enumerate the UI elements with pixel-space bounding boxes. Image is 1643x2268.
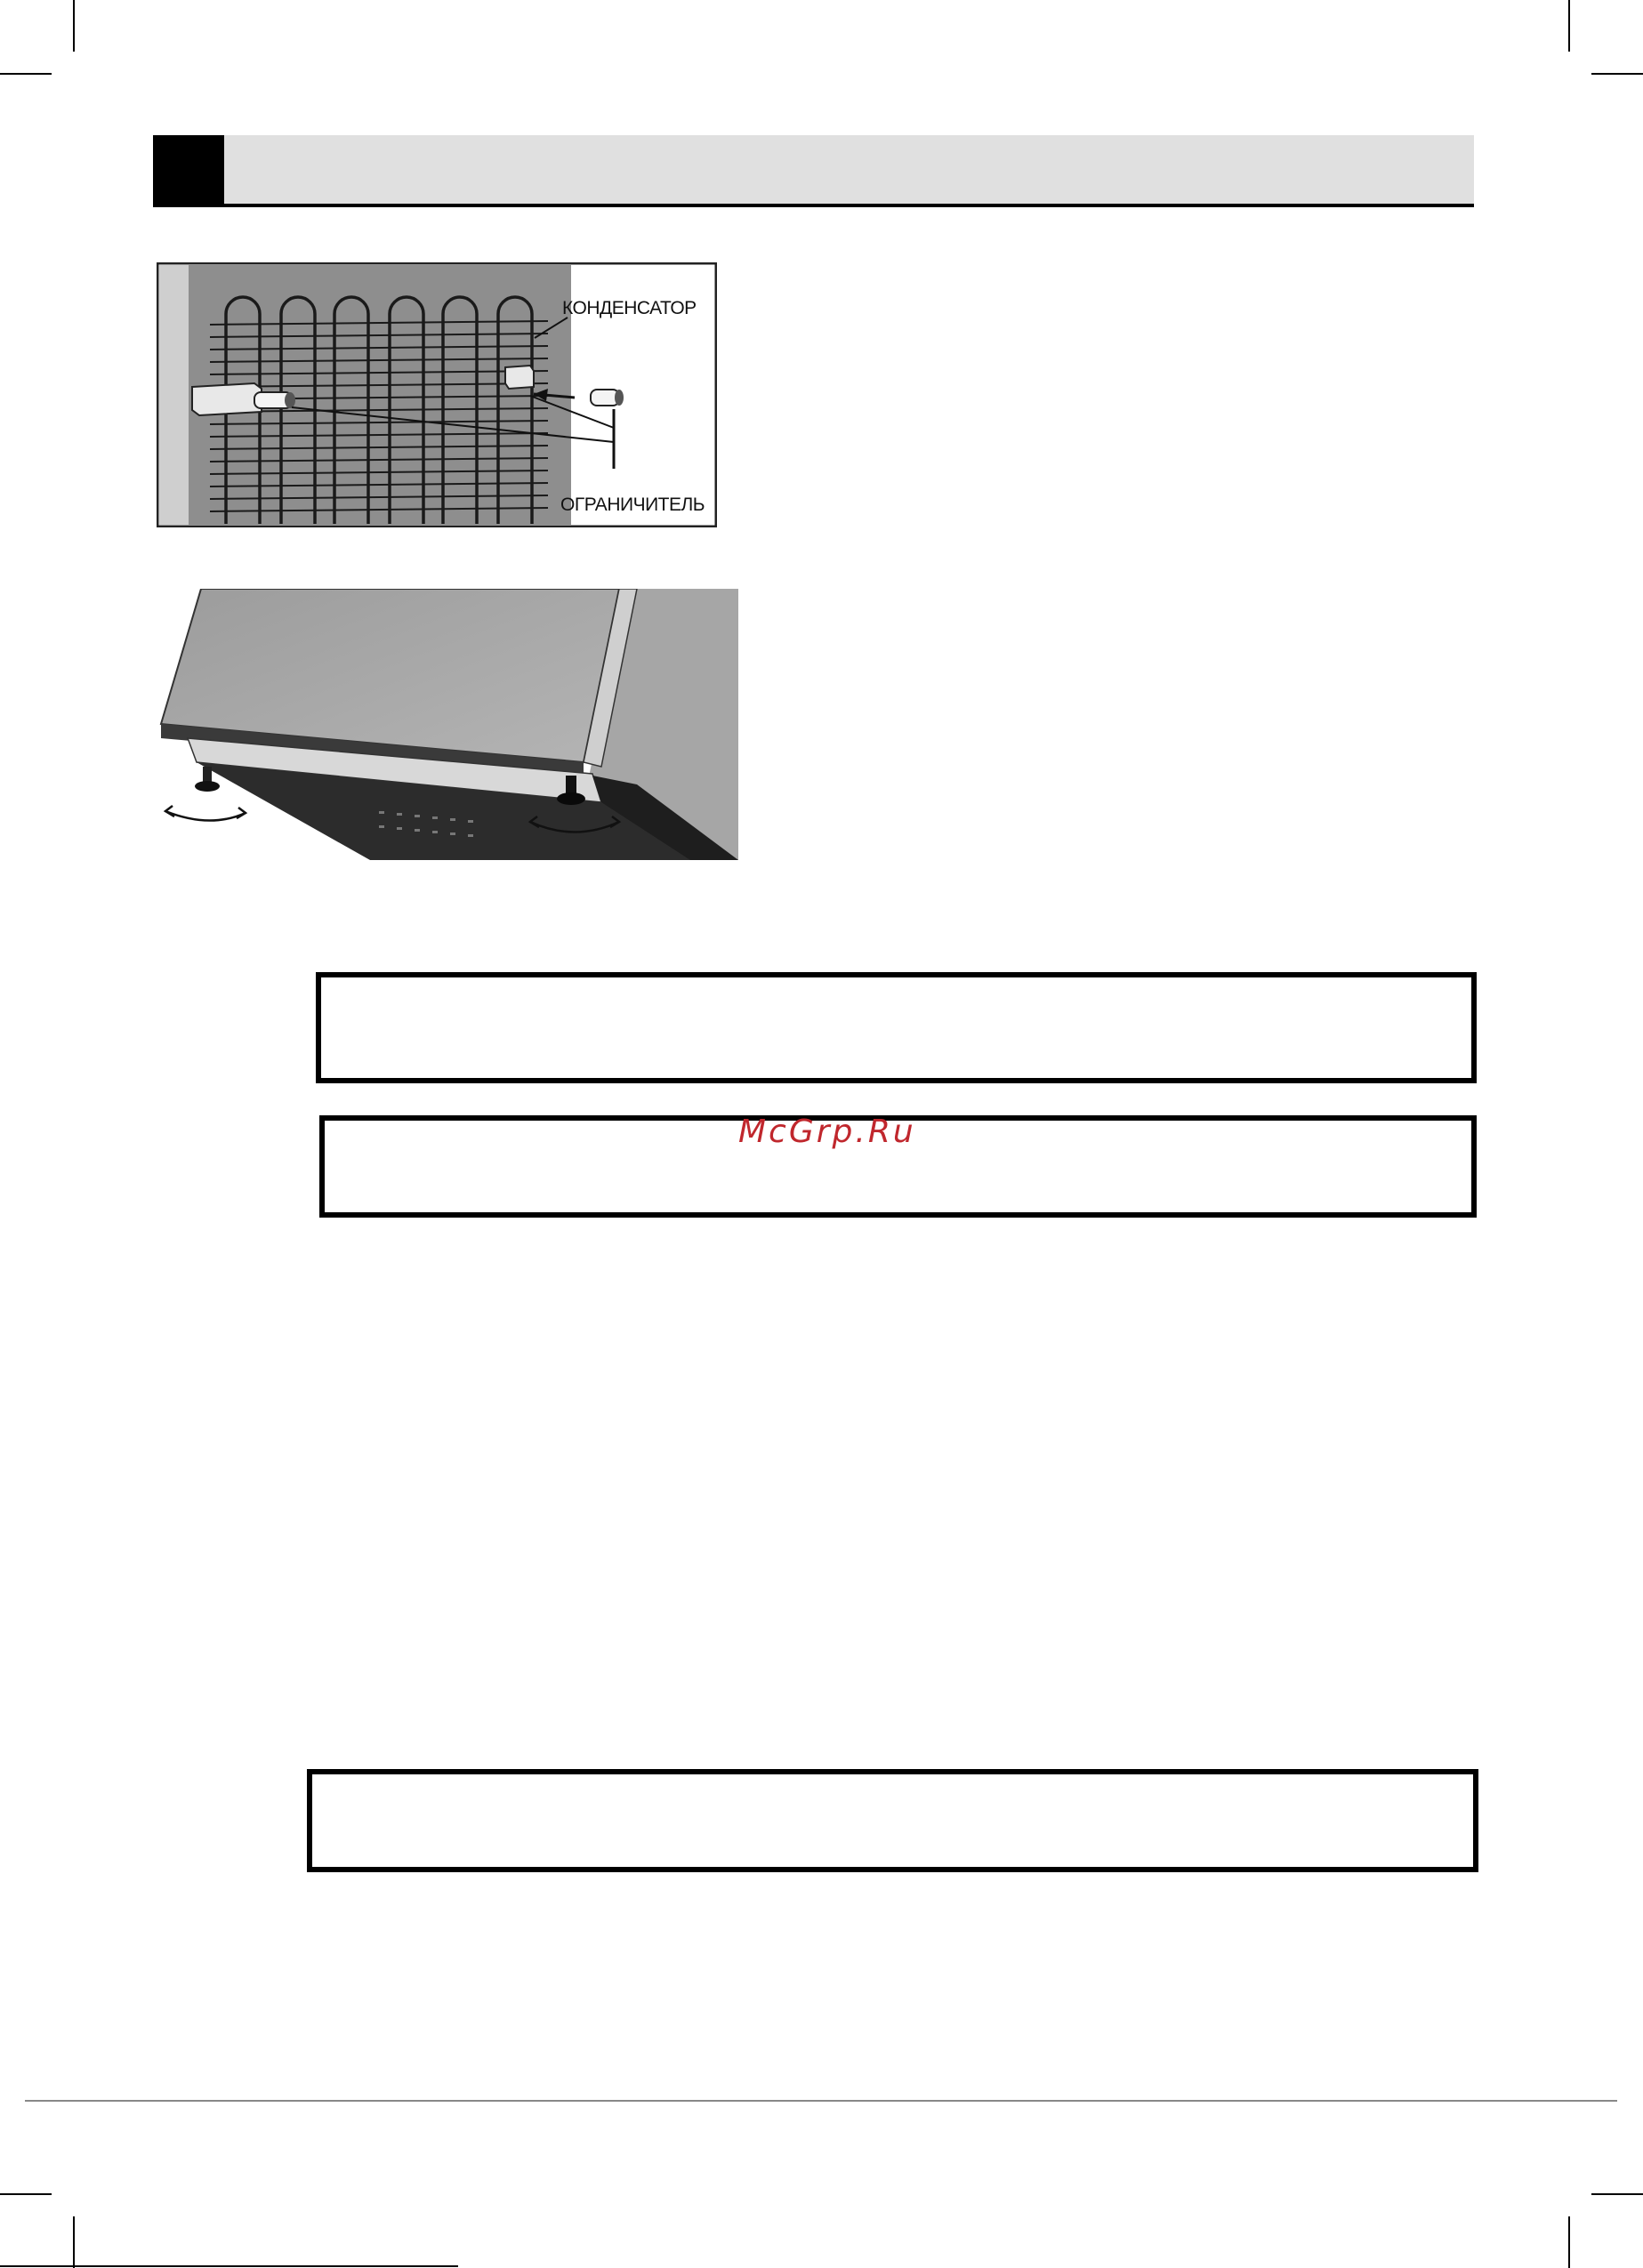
footer-rule	[25, 2100, 1617, 2102]
adjustable-feet-figure	[157, 589, 738, 860]
crop-mark	[0, 2193, 52, 2195]
section-header	[153, 135, 1474, 206]
header-underline	[153, 204, 1474, 207]
crop-mark	[73, 2216, 75, 2268]
note-box-1	[316, 972, 1477, 1083]
section-number-block	[153, 135, 224, 206]
crop-mark	[0, 2265, 458, 2267]
note-box-3	[307, 1769, 1478, 1872]
refrigerator-feet-illustration	[157, 589, 738, 860]
condenser-label: КОНДЕНСАТОР	[562, 298, 697, 318]
crop-mark	[1591, 73, 1643, 75]
crop-mark	[1591, 2193, 1643, 2195]
watermark: McGrp.Ru	[738, 1114, 916, 1150]
crop-mark	[1568, 2216, 1570, 2268]
crop-mark	[73, 0, 75, 52]
crop-mark	[0, 73, 52, 75]
crop-mark	[1568, 0, 1570, 52]
limiter-label: ОГРАНИЧИТЕЛЬ	[560, 495, 705, 515]
condenser-figure	[157, 262, 717, 527]
